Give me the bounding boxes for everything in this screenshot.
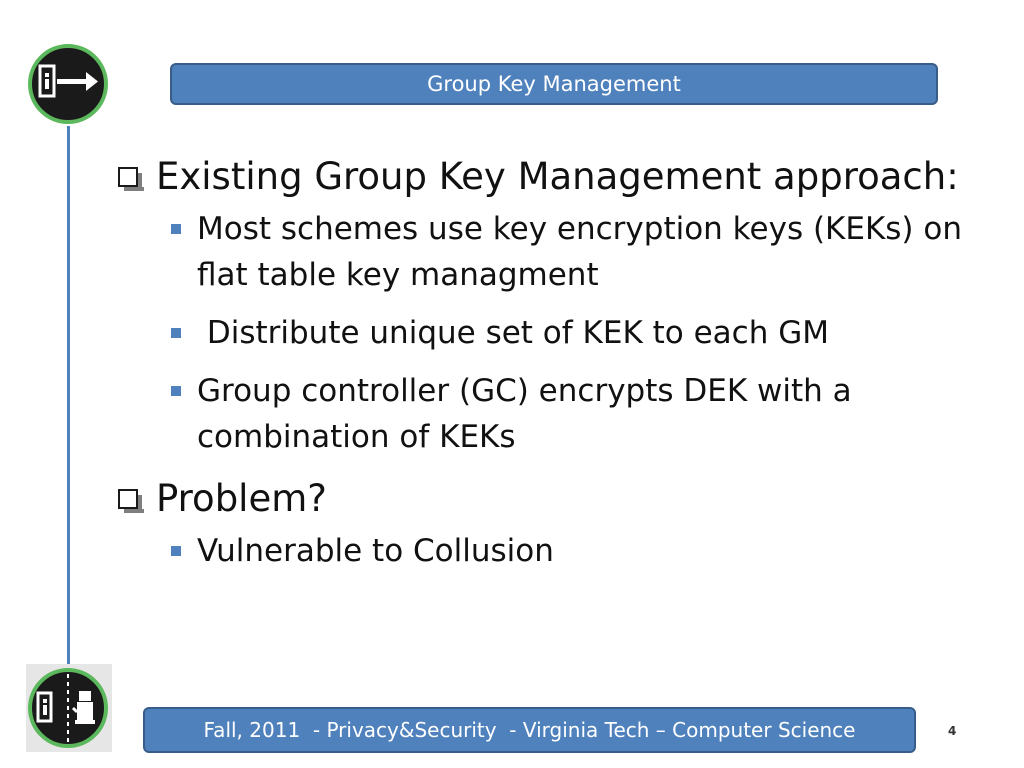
bullet-level1 xyxy=(114,150,994,204)
square-bullet-icon xyxy=(171,328,181,338)
checkbox-bullet-icon xyxy=(118,489,138,509)
checkpoint-logo-icon xyxy=(26,664,112,752)
slide-content xyxy=(114,150,994,586)
bullet-text: Most schemes use key encryption keys (KEKs) on flat table key managment xyxy=(197,211,962,293)
square-bullet-icon xyxy=(171,224,181,234)
bullet-text: Group controller (GC) encrypts DEK with a combination of KEKs xyxy=(197,373,852,455)
bullet-text: Existing Group Key Management approach: xyxy=(156,155,959,198)
bullet-level1 xyxy=(114,472,994,526)
slide-title-bar xyxy=(170,63,938,105)
bullet-level2 xyxy=(114,206,994,298)
bullet-level2 xyxy=(114,310,994,356)
bullet-text: Vulnerable to Collusion xyxy=(197,533,554,569)
checkbox-bullet-icon xyxy=(118,167,138,187)
footer-text: Fall, 2011 - Privacy&Security - Virginia Tech – Computer Science xyxy=(203,718,856,742)
square-bullet-icon xyxy=(171,546,181,556)
bullet-text: Problem? xyxy=(156,477,327,520)
footer-bar xyxy=(143,707,916,753)
bullet-level2 xyxy=(114,528,994,574)
vertical-timeline-line xyxy=(67,120,70,670)
bullet-level2 xyxy=(114,368,994,460)
exit-sign-logo-icon xyxy=(26,42,110,126)
page-number: 4 xyxy=(948,724,957,738)
square-bullet-icon xyxy=(171,386,181,396)
slide-title: Group Key Management xyxy=(427,72,681,96)
bullet-text: Distribute unique set of KEK to each GM xyxy=(197,315,829,351)
